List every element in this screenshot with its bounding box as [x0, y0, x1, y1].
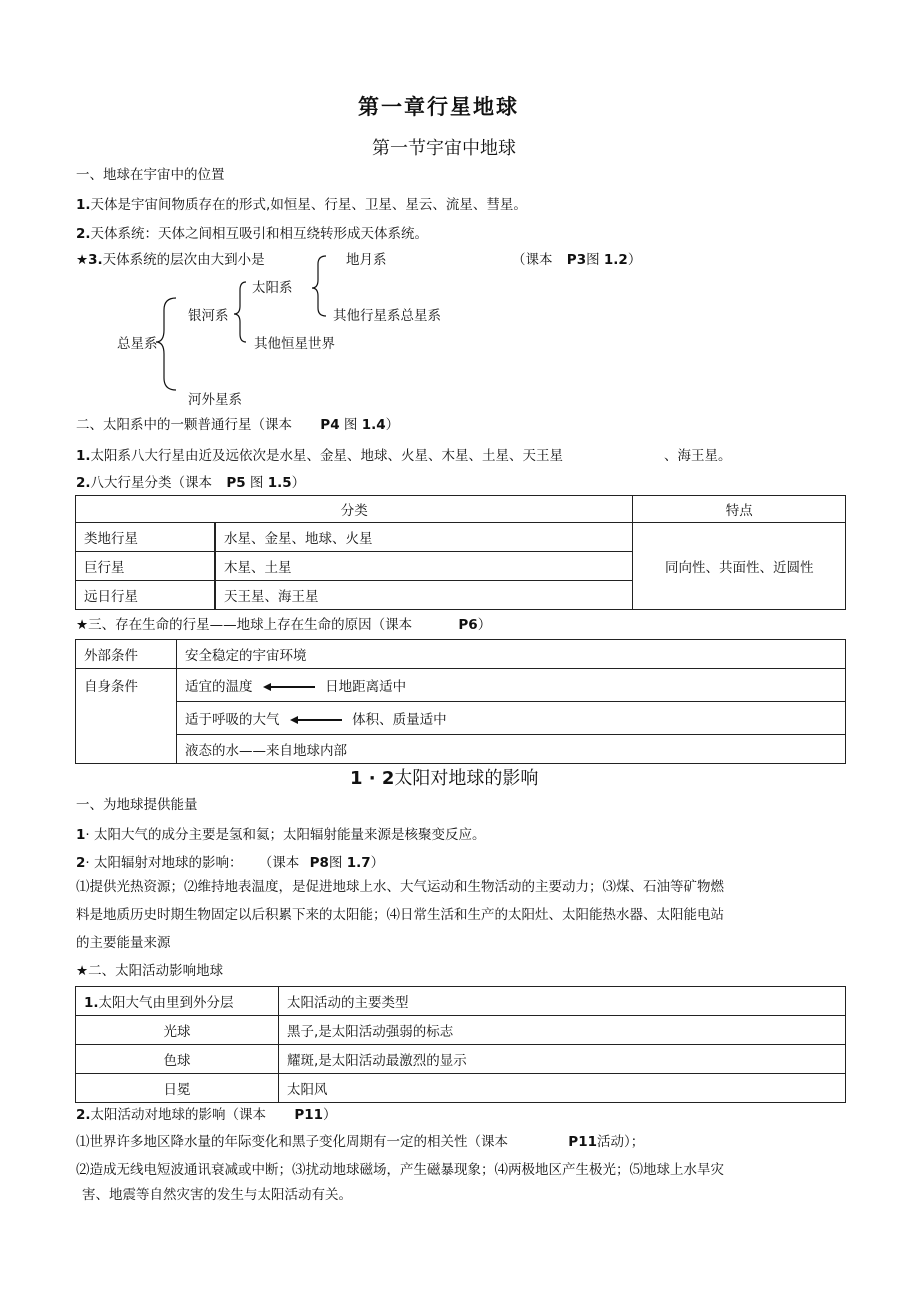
para-text: 八大行星分类（课本: [90, 475, 213, 491]
internal-label: 自身条件: [76, 669, 177, 764]
ref-fig: 图: [249, 475, 264, 491]
para-text: ⑴世界许多地区降水量的年际变化和黑子变化周期有一定的相关性（课本: [76, 1134, 508, 1150]
para-tail: 活动）；: [596, 1134, 645, 1150]
layer-cell: 日冕: [76, 1074, 279, 1103]
para-text: 太阳系八大行星由近及远依次是水星、金星、地球、火星、木星、土星、天王星: [90, 448, 564, 464]
heading-text: 三、存在生命的行星——地球上存在生命的原因（课本: [88, 617, 413, 633]
activity-cell: 耀斑,是太阳活动最激烈的显示: [279, 1045, 846, 1074]
ref-num: 1.5: [267, 475, 292, 491]
tree-earth-moon: 地月系: [346, 252, 387, 268]
para-num: 1.: [76, 448, 91, 464]
planet-members: 水星、金星、地球、火星: [215, 523, 633, 552]
table-row: [76, 523, 846, 552]
table-row: [76, 1045, 846, 1074]
para-num: 1: [76, 827, 86, 843]
ref-page: P5: [226, 475, 246, 491]
ref-page: P11: [568, 1134, 597, 1150]
temp-row: [177, 669, 846, 702]
external-label: 外部条件: [76, 640, 177, 669]
para-text: 太阳活动对地球的影响（课本: [90, 1107, 267, 1123]
heading-solar-planet: [76, 416, 399, 434]
ref-fig: 图: [586, 252, 600, 268]
ref-page: P8: [309, 855, 329, 871]
heading-position: 一、地球在宇宙中的位置: [76, 167, 225, 183]
para-num: 2: [76, 855, 86, 871]
planet-table: [75, 495, 846, 610]
tree-other-stars: 其他恒星世界: [254, 336, 335, 352]
para-num: 2.: [76, 1107, 91, 1123]
ref-close: ）: [477, 617, 492, 633]
planet-type: 远日行星: [76, 581, 216, 610]
heading-solar-activity: [76, 962, 223, 980]
para-sun-composition: [76, 826, 486, 844]
para-num: 2.: [76, 226, 91, 242]
table-row: [76, 702, 846, 735]
star-icon: ★: [76, 963, 89, 979]
ref-close: ）: [385, 417, 400, 433]
para-radiation-effect: [76, 854, 384, 872]
para-effects-line1: ⑴提供光热资源；⑵维持地表温度，是促进地球上水、大气运动和生物活动的主要动力；⑶煤、石油等矿物燃: [76, 879, 724, 895]
para-num: 1.: [76, 197, 91, 213]
para-effects-list-line1: ⑵造成无线电短波通讯衰减或中断；⑶扰动地球磁场，产生磁暴现象；⑷两极地区产生极光；⑸地球上水旱灾: [76, 1162, 724, 1178]
activity-cell: 黑子,是太阳活动强弱的标志: [279, 1016, 846, 1045]
para-effects-line2: 料是地质历史时期生物固定以后积累下来的太阳能；⑷日常生活和生产的太阳灶、太阳能热水器、太阳能电站: [76, 907, 724, 923]
tree-solar-system: 太阳系: [252, 280, 293, 296]
para-effects-line3: 的主要能量来源: [76, 935, 171, 951]
table-row: [76, 987, 846, 1016]
para-text: · 太阳辐射对地球的影响：: [85, 855, 243, 871]
ref-close: ）: [370, 855, 385, 871]
ref-page: P6: [458, 617, 478, 633]
planet-members: 木星、土星: [215, 552, 633, 581]
star-icon: ★: [76, 252, 89, 268]
brace-solar: [312, 256, 326, 316]
para-num: 2.: [76, 475, 91, 491]
life-table: [75, 639, 846, 764]
temp-cause: 日地距离适中: [325, 679, 407, 695]
star-icon: ★: [76, 617, 89, 633]
ref-page: P11: [294, 1107, 324, 1123]
activity-cell: 太阳风: [279, 1074, 846, 1103]
ref-num: 1.2: [603, 252, 628, 268]
sun-activity-table: [75, 986, 846, 1103]
ref-fig: 图: [328, 855, 343, 871]
ref-num: 1.7: [346, 855, 371, 871]
para-text: 天体系统：天体之间相互吸引和相互绕转形成天体系统。: [90, 226, 429, 242]
para-effects-list-line2: 害、地震等自然灾害的发生与太阳活动有关。: [82, 1187, 352, 1203]
chapter-title: 第一章行星地球: [358, 95, 519, 119]
ref-fig: 图: [343, 417, 358, 433]
section2-title: [350, 768, 538, 790]
ref-page: P4: [320, 417, 340, 433]
header-feature: 特点: [633, 496, 846, 523]
table-row: [76, 669, 846, 702]
air-row: [177, 702, 846, 735]
para-text: · 太阳大气的成分主要是氢和氦；太阳辐射能量来源是核聚变反应。: [85, 827, 486, 843]
air-text: 适于呼吸的大气: [185, 712, 280, 728]
ref-close: ）: [323, 1107, 337, 1123]
planet-type: 类地行星: [76, 523, 216, 552]
arrow-left-icon: [263, 683, 315, 691]
tree-extragalactic: 河外星系: [188, 392, 242, 408]
para-planet-order-tail: 、海王星。: [664, 448, 732, 464]
para-num: 3.: [88, 252, 103, 268]
para-text: 天体是宇宙间物质存在的形式,如恒星、行星、卫星、星云、流星、彗星。: [90, 197, 527, 213]
ref-page: P3: [566, 252, 587, 268]
heading-text: 二、太阳活动影响地球: [88, 963, 224, 979]
para-planet-classes: [76, 474, 305, 492]
tree-other-planets: 其他行星系总星系: [333, 308, 441, 324]
arrow-left-icon: [290, 716, 342, 724]
table-row: [76, 640, 846, 669]
external-value: 安全稳定的宇宙环境: [177, 640, 846, 669]
para-precip: [76, 1133, 644, 1151]
layer-cell: 光球: [76, 1016, 279, 1045]
air-cause: 体积、质量适中: [352, 712, 447, 728]
ref-close: ）: [291, 475, 306, 491]
brace-universe: [156, 298, 176, 390]
planet-feature: 同向性、共面性、近圆性: [633, 523, 846, 610]
para-planet-order: [76, 447, 563, 465]
section-title: 第一节宇宙中地球: [372, 138, 516, 159]
table-row: [76, 1074, 846, 1103]
planet-type: 巨行星: [76, 552, 216, 581]
header-text: 太阳大气由里到外分层: [98, 995, 234, 1011]
ref-num: 1.4: [361, 417, 386, 433]
temp-text: 适宜的温度: [185, 679, 253, 695]
ref-prefix: （课本: [512, 252, 553, 268]
tree-universe: 总星系: [117, 336, 158, 352]
water-row: 液态的水——来自地球内部: [177, 735, 846, 764]
para-activity-effect: [76, 1106, 337, 1124]
heading-text: 二、太阳系中的一颗普通行星（课本: [76, 417, 292, 433]
heading-energy: 一、为地球提供能量: [76, 797, 198, 813]
tree-milky-way: 银河系: [188, 308, 229, 324]
heading-life: [76, 616, 491, 634]
para-text: 天体系统的层次由大到小是: [102, 252, 265, 268]
layer-cell: 色球: [76, 1045, 279, 1074]
brace-galaxy: [234, 282, 246, 342]
section-text: 太阳对地球的影响: [394, 768, 539, 789]
table-row: [76, 735, 846, 764]
table-row: [76, 1016, 846, 1045]
planet-members: 天王星、海王星: [215, 581, 633, 610]
ref-close: ）: [627, 252, 642, 268]
ref-prefix: （课本: [258, 855, 300, 871]
section-num: 1 · 2: [350, 768, 395, 789]
header-layers: [76, 987, 279, 1016]
header-class: 分类: [76, 496, 633, 523]
para-num: 1.: [84, 995, 99, 1011]
header-activities: 太阳活动的主要类型: [279, 987, 846, 1016]
